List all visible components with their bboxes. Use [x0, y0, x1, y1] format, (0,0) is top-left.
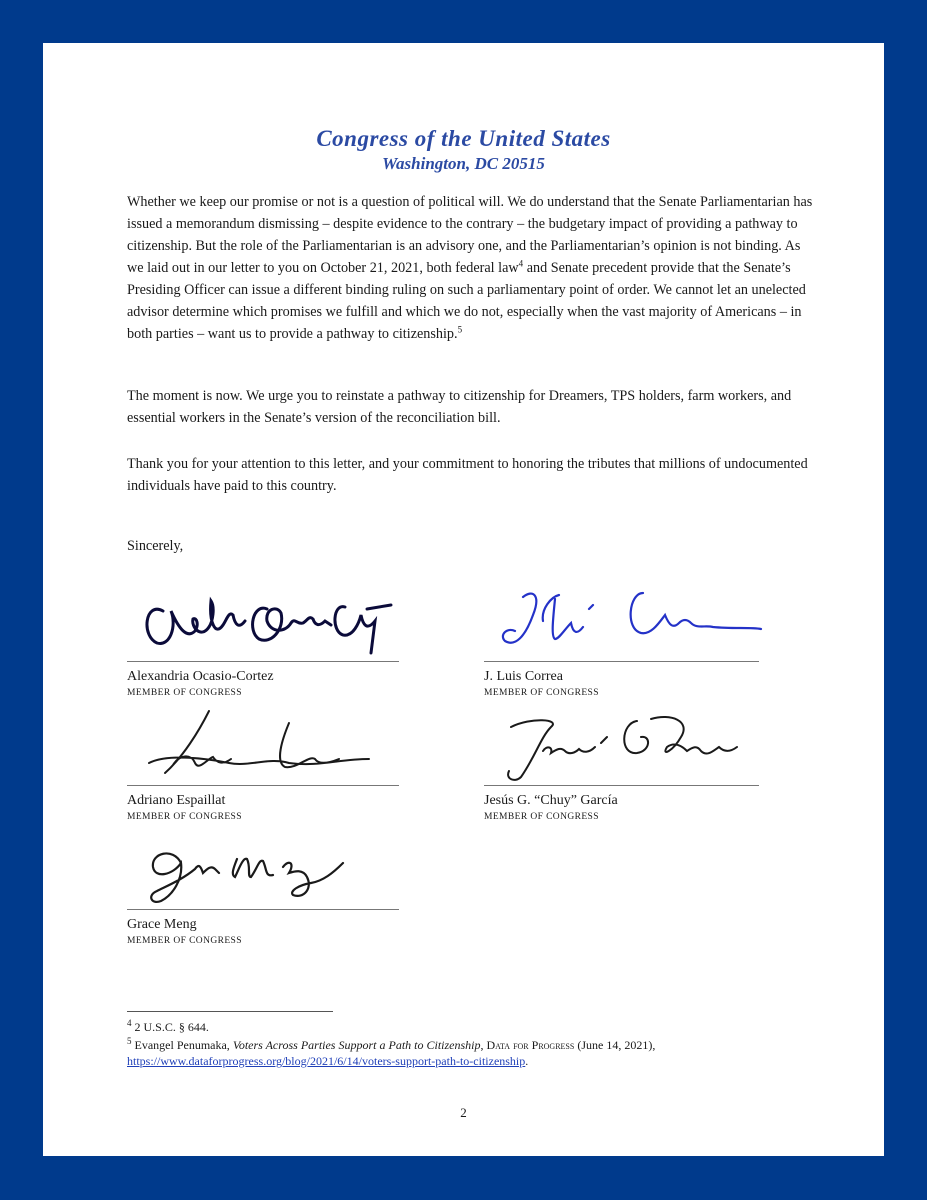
signatory-3	[127, 785, 399, 822]
footnote-5-link[interactable]: https://www.dataforprogress.org/blog/2021/6/14/voters-support-path-to-citizenship	[127, 1054, 526, 1068]
footnote-5-author: Evangel Penumaka,	[131, 1038, 233, 1052]
paragraph-3: Thank you for your attention to this letter, and your commitment to honoring the tributes that millions of undocumented individuals have paid to this country.	[127, 456, 808, 494]
signature-line	[127, 785, 399, 786]
footnote-4	[127, 1019, 827, 1035]
signature-correa	[493, 579, 763, 659]
footnote-5	[127, 1037, 827, 1069]
signatory-title: MEMBER OF CONGRESS	[484, 812, 599, 822]
closing: Sincerely,	[127, 538, 184, 554]
footnote-5-date: (June 14, 2021),	[574, 1038, 656, 1052]
signatory-4	[484, 785, 759, 822]
signatory-name: Jesús G. “Chuy” García	[484, 793, 618, 808]
letterhead-title: Congress of the United States	[316, 126, 611, 151]
footnote-5-end: .	[525, 1054, 529, 1068]
signatory-title: MEMBER OF CONGRESS	[127, 812, 242, 822]
signatory-title: MEMBER OF CONGRESS	[484, 688, 599, 698]
letter-page	[43, 43, 884, 1156]
page-number: 2	[460, 1105, 467, 1120]
signature-meng	[143, 833, 363, 913]
paragraph-1	[127, 191, 817, 345]
signatory-title: MEMBER OF CONGRESS	[127, 936, 242, 946]
paragraph-2: The moment is now. We urge you to reinstate a pathway to citizenship for Dreamers, TPS holders, farm workers, and essential workers in the Senate’s version of the reconciliation bill.	[127, 388, 792, 426]
signature-line	[127, 661, 399, 662]
paragraph-1-text-b: and Senate precedent provide that the Senate’s Presiding Officer can issue a different binding ruling on such a parliamentary point of order. We cannot let an unelected advisor determine which promises we fulfill and which we do not, especially when the vast majority of Americans – in both parties – want us to provide a pathway to citizenship.	[127, 260, 806, 342]
signatory-name: Grace Meng	[127, 917, 197, 932]
footnote-ref-5: 5	[457, 324, 463, 335]
signature-garcia	[491, 707, 761, 787]
footnote-5-number: 5	[127, 1036, 132, 1046]
signatory-5	[127, 909, 399, 946]
signature-line	[127, 909, 399, 910]
footnote-5-publisher: , Data for Progress	[480, 1038, 575, 1052]
signatory-title: MEMBER OF CONGRESS	[127, 688, 242, 698]
footnote-4-number: 4	[127, 1018, 132, 1028]
signature-ocasio-cortez	[135, 581, 395, 661]
letterhead	[43, 125, 884, 175]
signatory-name: J. Luis Correa	[484, 669, 563, 684]
footnote-divider	[127, 1011, 333, 1012]
signatory-2	[484, 661, 759, 698]
signature-line	[484, 785, 759, 786]
footnote-5-title: Voters Across Parties Support a Path to Citizenship	[232, 1038, 481, 1052]
footnote-4-text: 2 U.S.C. § 644.	[131, 1020, 209, 1034]
signatory-1	[127, 661, 399, 698]
letterhead-address: Washington, DC 20515	[382, 154, 545, 173]
paragraph-1-text-a: Whether we keep our promise or not is a question of political will. We do understand that the Senate Parliamentarian has issued a memorandum dismissing – despite evidence to the contrary – the budgetary impact of providing a pathway to citizenship. But the role of the Parliamentarian is an advisory one, and the Parliamentarian’s opinion is not binding. As we laid out in our letter to you on October 21, 2021, both federal law	[127, 194, 813, 276]
signatory-name: Alexandria Ocasio-Cortez	[127, 669, 274, 684]
signature-line	[484, 661, 759, 662]
signatory-name: Adriano Espaillat	[127, 793, 226, 808]
signature-espaillat	[139, 707, 379, 787]
footnote-ref-4: 4	[518, 258, 524, 269]
